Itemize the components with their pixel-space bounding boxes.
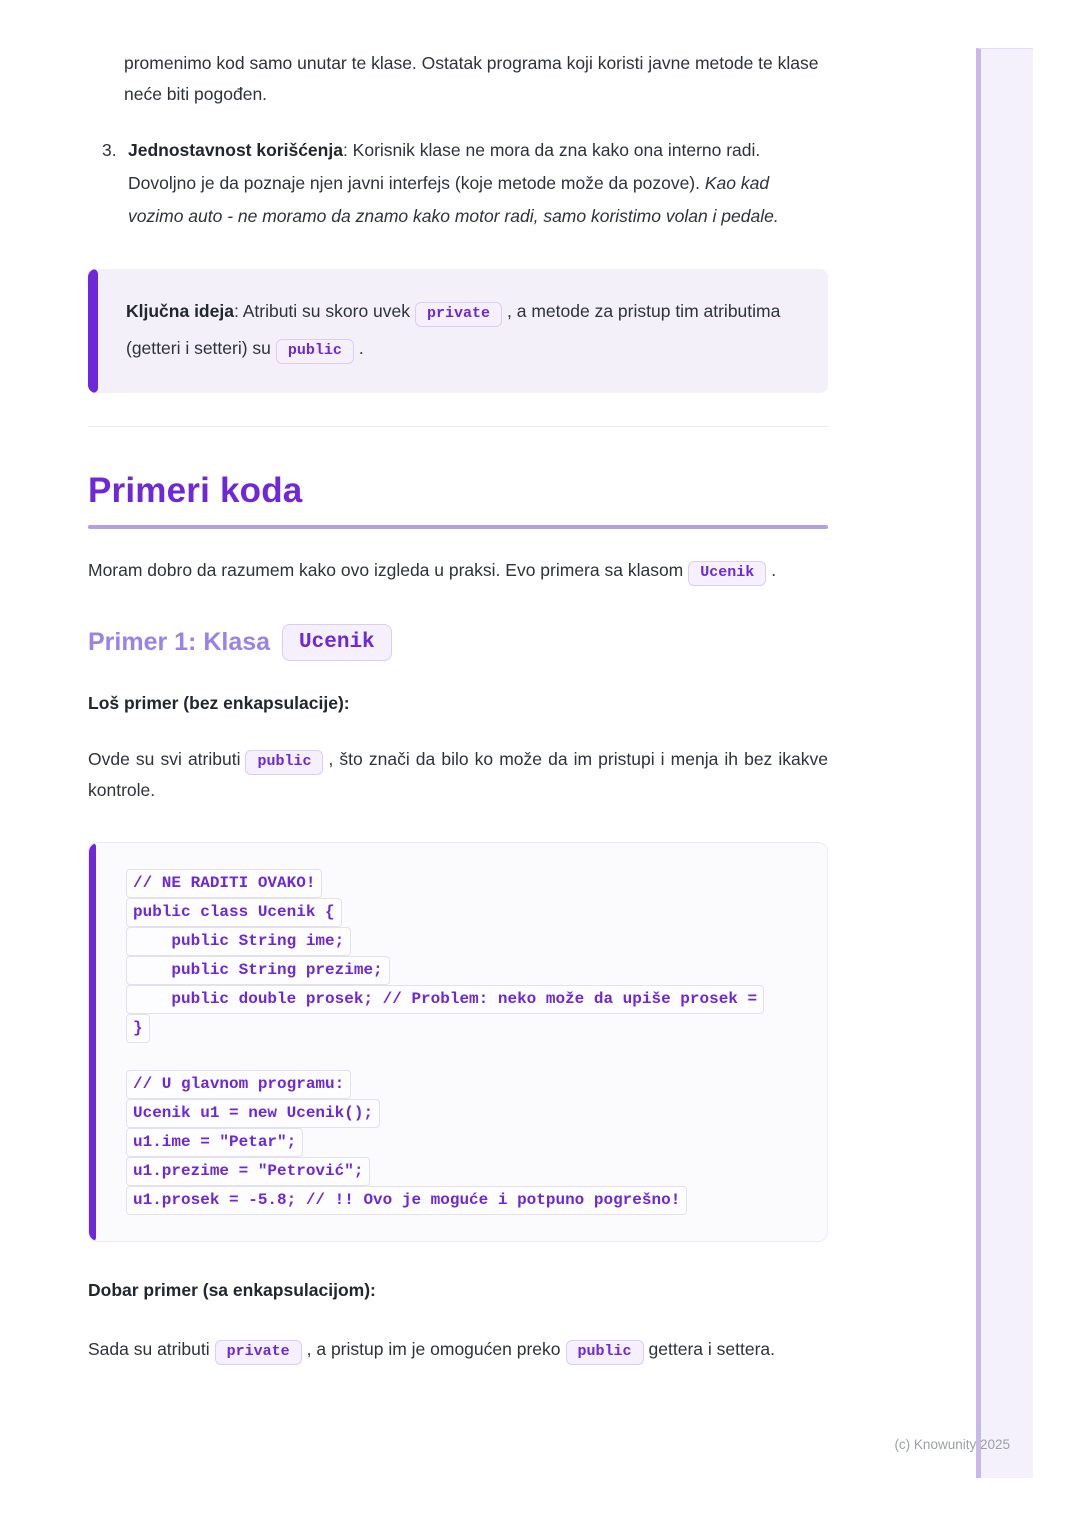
- callout-text-1: : Atributi su skoro uvek: [233, 301, 411, 321]
- inline-code-ucenik: Ucenik: [688, 561, 766, 586]
- callout-text-3: .: [358, 338, 364, 358]
- list-item-italic: Kao kad vozimo auto - ne moramo da znamo kako motor radi, samo koristimo volan i pedale.: [128, 173, 779, 226]
- code-line-text: }: [126, 1014, 150, 1043]
- inline-code-public-2: public: [245, 750, 323, 775]
- bad-example-label: Loš primer (bez enkapsulacije):: [88, 693, 350, 713]
- paragraph-ovde: [88, 744, 828, 806]
- code-block-accent-bar: [89, 843, 96, 1241]
- code-line-text: // NE RADITI OVAKO!: [126, 869, 322, 898]
- paragraph-moram-text: Moram dobro da razumem kako ovo izgleda u praksi. Evo primera sa klasom: [88, 560, 684, 580]
- code-line-text: public double prosek; // Problem: neko može da upiše prosek =: [126, 985, 764, 1014]
- section-divider: [88, 426, 828, 427]
- paragraph-moram: [88, 555, 828, 586]
- callout-body: [98, 269, 828, 393]
- paragraph-sada-text-2: , a pristup im je omogućen preko: [306, 1339, 561, 1359]
- code-line: [126, 1043, 827, 1070]
- code-line: [126, 1099, 827, 1128]
- good-example-label: Dobar primer (sa enkapsulacijom):: [88, 1280, 376, 1300]
- footer-copyright: (c) Knowunity 2025: [894, 1437, 1010, 1452]
- code-line: [126, 1128, 827, 1157]
- inline-code-private-2: private: [215, 1340, 302, 1365]
- list-item-number: 3.: [102, 140, 117, 160]
- code-line: [126, 956, 827, 985]
- key-idea-callout: [88, 269, 828, 393]
- callout-accent-bar: [88, 269, 98, 393]
- code-line: [126, 927, 827, 956]
- list-item-text: : Korisnik klase ne mora da zna kako ona interno radi. Dovoljno je da poznaje njen javni interfejs (koje metode može da pozove).: [128, 140, 761, 193]
- section-heading: Primeri koda: [88, 471, 303, 510]
- code-line: [126, 869, 827, 898]
- paragraph-sada-text-1: Sada su atributi: [88, 1339, 210, 1359]
- paragraph-sada: [88, 1329, 828, 1369]
- code-line-text: u1.prezime = "Petrović";: [126, 1157, 370, 1186]
- paragraph-ovde-text-2: , što znači da bilo ko može da im pristupi i menja ih bez ikakve kontrole.: [88, 749, 828, 800]
- list-item-bold: Jednostavnost korišćenja: [128, 140, 343, 160]
- page-edge-scroll-panel: [976, 48, 1033, 1478]
- note-content: [88, 48, 828, 1369]
- code-line: [126, 1014, 827, 1043]
- list-item-3: [88, 134, 828, 233]
- code-block-bad-example: [88, 842, 828, 1242]
- code-line-text: Ucenik u1 = new Ucenik();: [126, 1099, 380, 1128]
- code-block-body: [96, 843, 827, 1241]
- callout-text-2: , a metode za pristup tim atributima (getteri i setteri) su: [126, 301, 781, 358]
- code-line-text: u1.prosek = -5.8; // !! Ovo je moguće i potpuno pogrešno!: [126, 1186, 687, 1215]
- inline-code-public: public: [276, 339, 354, 364]
- code-line: [126, 985, 827, 1014]
- callout-bold: Ključna ideja: [126, 301, 234, 321]
- code-line: [126, 1186, 827, 1215]
- subsection-code-ucenik: Ucenik: [282, 624, 392, 661]
- code-line: [126, 1070, 827, 1099]
- code-line-text: public String ime;: [126, 927, 351, 956]
- intro-paragraph-text: promenimo kod samo unutar te klase. Ostatak programa koji koristi javne metode te klase neće biti pogođen.: [124, 53, 819, 104]
- heading-underline: [88, 525, 828, 529]
- code-line-text: public String prezime;: [126, 956, 390, 985]
- paragraph-ovde-text-1: Ovde su svi atributi: [88, 749, 241, 769]
- code-line: [126, 1157, 827, 1186]
- paragraph-sada-text-3: gettera i settera.: [648, 1339, 775, 1359]
- subsection-heading-row: [88, 624, 828, 661]
- code-line: [126, 898, 827, 927]
- list-item-body: [128, 134, 828, 233]
- intro-paragraph: [124, 48, 828, 110]
- paragraph-moram-end: .: [771, 560, 777, 580]
- code-line-text: public class Ucenik {: [126, 898, 342, 927]
- code-line-text: u1.ime = "Petar";: [126, 1128, 303, 1157]
- inline-code-private: private: [415, 302, 502, 327]
- code-line-text: // U glavnom programu:: [126, 1070, 351, 1099]
- inline-code-public-3: public: [566, 1340, 644, 1365]
- subsection-heading: Primer 1: Klasa: [88, 628, 271, 656]
